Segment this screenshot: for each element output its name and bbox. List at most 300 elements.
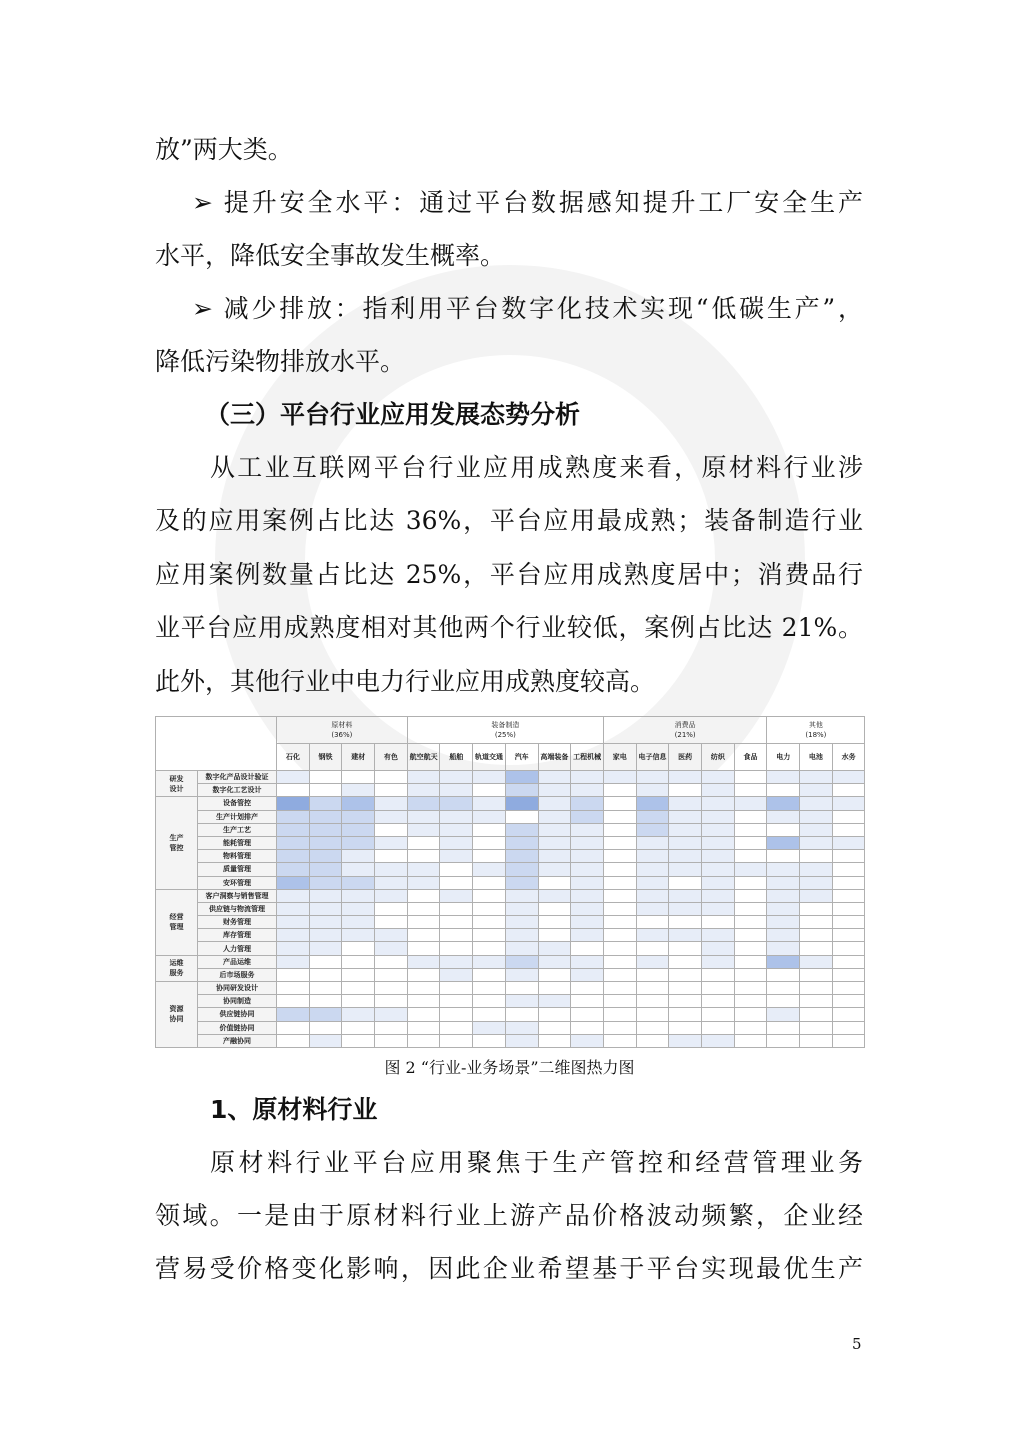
heat-cell	[571, 942, 604, 955]
heat-cell	[832, 836, 865, 849]
heat-cell	[375, 876, 408, 889]
column-header: 电池	[800, 744, 833, 771]
column-header: 船舶	[440, 744, 473, 771]
heat-cell	[603, 823, 636, 836]
heat-cell	[734, 1008, 767, 1021]
heat-cell	[669, 797, 702, 810]
heat-cell	[603, 968, 636, 981]
subsection-heading: 1、原材料行业	[210, 1095, 378, 1124]
heat-cell	[767, 863, 800, 876]
heat-cell	[277, 771, 310, 784]
heat-cell	[538, 797, 571, 810]
row-label: 库存管理	[198, 929, 277, 942]
table-row	[156, 1034, 865, 1047]
heat-cell	[767, 850, 800, 863]
heat-cell	[309, 968, 342, 981]
heat-cell	[636, 942, 669, 955]
heat-cell	[473, 968, 506, 981]
text-line: 领域。一是由于原材料行业上游产品价格波动频繁，企业经	[155, 1201, 863, 1230]
heat-cell	[636, 955, 669, 968]
heat-cell	[603, 1021, 636, 1034]
heat-cell	[702, 810, 735, 823]
row-label: 供应链与物流管理	[198, 902, 277, 915]
column-header: 家电	[603, 744, 636, 771]
row-label: 能耗管理	[198, 836, 277, 849]
heat-cell	[309, 836, 342, 849]
heat-cell	[473, 929, 506, 942]
heat-cell	[407, 968, 440, 981]
heat-cell	[407, 876, 440, 889]
heat-cell	[571, 929, 604, 942]
heat-cell	[734, 955, 767, 968]
heat-cell	[440, 823, 473, 836]
heat-cell	[342, 784, 375, 797]
heat-cell	[505, 863, 538, 876]
heat-cell	[375, 889, 408, 902]
heat-cell	[440, 850, 473, 863]
table-row	[156, 771, 865, 784]
table-row	[156, 1021, 865, 1034]
column-header: 钢铁	[309, 744, 342, 771]
text-line: 水平，降低安全事故发生概率。	[155, 241, 506, 270]
heat-cell	[800, 876, 833, 889]
group-header	[277, 717, 408, 744]
heat-cell	[734, 784, 767, 797]
heat-cell	[734, 1034, 767, 1047]
heat-cell	[832, 797, 865, 810]
heat-cell	[538, 850, 571, 863]
heat-cell	[571, 836, 604, 849]
row-label: 物料管理	[198, 850, 277, 863]
heat-cell	[767, 784, 800, 797]
heat-cell	[407, 982, 440, 995]
heat-cell	[505, 1008, 538, 1021]
heat-cell	[440, 889, 473, 902]
heat-cell	[669, 1008, 702, 1021]
heat-cell	[734, 968, 767, 981]
heat-cell	[375, 784, 408, 797]
heat-cell	[375, 771, 408, 784]
heat-cell	[538, 955, 571, 968]
table-row	[156, 836, 865, 849]
heat-cell	[277, 1008, 310, 1021]
heat-cell	[407, 916, 440, 929]
heat-cell	[734, 889, 767, 902]
heat-cell	[375, 955, 408, 968]
heat-cell	[538, 784, 571, 797]
heat-cell	[603, 982, 636, 995]
table-row	[156, 1008, 865, 1021]
heat-cell	[309, 955, 342, 968]
heat-cell	[342, 1034, 375, 1047]
row-group-label: 运维 服务	[156, 955, 198, 981]
heat-cell	[800, 902, 833, 915]
heat-cell	[473, 1034, 506, 1047]
heat-cell	[603, 863, 636, 876]
heat-cell	[571, 1021, 604, 1034]
heat-cell	[505, 955, 538, 968]
heat-cell	[571, 1034, 604, 1047]
heat-cell	[832, 889, 865, 902]
heat-cell	[636, 982, 669, 995]
table-row	[156, 902, 865, 915]
heat-cell	[538, 929, 571, 942]
heat-cell	[603, 784, 636, 797]
heat-cell	[669, 836, 702, 849]
heat-cell	[375, 863, 408, 876]
heat-cell	[309, 784, 342, 797]
heat-cell	[734, 797, 767, 810]
heat-cell	[636, 995, 669, 1008]
heat-cell	[538, 942, 571, 955]
heat-cell	[636, 836, 669, 849]
heat-cell	[832, 823, 865, 836]
group-percent: (36%)	[331, 731, 353, 739]
heat-cell	[505, 942, 538, 955]
heat-cell	[309, 1034, 342, 1047]
heat-cell	[342, 876, 375, 889]
column-header: 食品	[734, 744, 767, 771]
heat-cell	[309, 942, 342, 955]
heat-cell	[309, 823, 342, 836]
heat-cell	[571, 876, 604, 889]
heat-cell	[636, 876, 669, 889]
heat-cell	[309, 863, 342, 876]
heat-cell	[309, 771, 342, 784]
heat-cell	[277, 929, 310, 942]
column-header: 纺织	[702, 744, 735, 771]
heat-cell	[309, 995, 342, 1008]
table-row	[156, 942, 865, 955]
heat-cell	[505, 968, 538, 981]
heat-cell	[375, 1034, 408, 1047]
heat-cell	[767, 810, 800, 823]
heat-cell	[407, 784, 440, 797]
heat-cell	[309, 850, 342, 863]
column-header: 水务	[832, 744, 865, 771]
heat-cell	[767, 1034, 800, 1047]
heat-cell	[538, 902, 571, 915]
heat-cell	[342, 889, 375, 902]
page-number: 5	[852, 1335, 862, 1353]
heat-cell	[832, 810, 865, 823]
heat-cell	[407, 929, 440, 942]
heat-cell	[277, 982, 310, 995]
heat-cell	[342, 942, 375, 955]
heat-cell	[473, 863, 506, 876]
heat-cell	[375, 1008, 408, 1021]
heat-cell	[702, 784, 735, 797]
heat-cell	[636, 784, 669, 797]
table-row	[156, 889, 865, 902]
table-row	[156, 955, 865, 968]
heat-cell	[440, 1008, 473, 1021]
group-percent: (21%)	[674, 731, 696, 739]
heat-cell	[538, 982, 571, 995]
heat-cell	[832, 850, 865, 863]
heat-cell	[734, 850, 767, 863]
heat-cell	[767, 982, 800, 995]
heat-cell	[277, 850, 310, 863]
heat-cell	[375, 810, 408, 823]
heat-cell	[375, 968, 408, 981]
heat-cell	[767, 876, 800, 889]
heat-cell	[440, 968, 473, 981]
heat-cell	[342, 968, 375, 981]
heat-cell	[473, 889, 506, 902]
heat-cell	[309, 889, 342, 902]
heat-cell	[702, 823, 735, 836]
heat-cell	[734, 982, 767, 995]
row-label: 质量管理	[198, 863, 277, 876]
heat-cell	[800, 995, 833, 1008]
heat-cell	[832, 1008, 865, 1021]
heat-cell	[440, 982, 473, 995]
heat-cell	[702, 929, 735, 942]
heat-cell	[800, 863, 833, 876]
heat-cell	[571, 955, 604, 968]
heat-cell	[636, 929, 669, 942]
row-label: 设备管控	[198, 797, 277, 810]
heat-cell	[309, 1008, 342, 1021]
table-row	[156, 850, 865, 863]
heat-cell	[800, 968, 833, 981]
row-label: 客户洞察与销售管理	[198, 889, 277, 902]
heat-cell	[342, 1021, 375, 1034]
heat-cell	[342, 955, 375, 968]
text-line: 营易受价格变化影响，因此企业希望基于平台实现最优生产	[155, 1254, 863, 1283]
heat-cell	[767, 823, 800, 836]
column-header: 医药	[669, 744, 702, 771]
heat-cell	[473, 836, 506, 849]
heat-cell	[440, 1034, 473, 1047]
heat-cell	[832, 771, 865, 784]
heat-cell	[309, 797, 342, 810]
heat-cell	[473, 797, 506, 810]
heat-cell	[767, 1021, 800, 1034]
heat-cell	[375, 982, 408, 995]
heat-cell	[538, 968, 571, 981]
heat-cell	[636, 810, 669, 823]
heat-cell	[669, 850, 702, 863]
column-header: 高端装备	[538, 744, 571, 771]
heat-cell	[505, 771, 538, 784]
table-row	[156, 995, 865, 1008]
heat-cell	[440, 797, 473, 810]
heat-cell	[473, 916, 506, 929]
heat-cell	[571, 968, 604, 981]
heat-cell	[800, 1008, 833, 1021]
heat-cell	[407, 771, 440, 784]
heat-cell	[603, 850, 636, 863]
heat-cell	[669, 955, 702, 968]
heat-cell	[767, 929, 800, 942]
heat-cell	[636, 850, 669, 863]
heat-cell	[800, 982, 833, 995]
heat-cell	[309, 929, 342, 942]
bullet-item: ➢ 减少排放：指利用平台数字化技术实现“低碳生产”，	[192, 294, 863, 323]
heat-cell	[440, 784, 473, 797]
heat-cell	[603, 797, 636, 810]
heat-cell	[636, 889, 669, 902]
heat-cell	[603, 771, 636, 784]
heat-cell	[669, 823, 702, 836]
heat-cell	[571, 982, 604, 995]
heat-cell	[473, 995, 506, 1008]
text-line: 降低污染物排放水平。	[155, 347, 406, 376]
heat-cell	[702, 876, 735, 889]
corner-cell	[156, 717, 277, 771]
heat-cell	[702, 955, 735, 968]
heat-cell	[342, 836, 375, 849]
row-label: 生产计划排产	[198, 810, 277, 823]
heat-cell	[505, 1021, 538, 1034]
heat-cell	[734, 902, 767, 915]
heat-cell	[505, 889, 538, 902]
heat-cell	[702, 982, 735, 995]
heat-cell	[571, 863, 604, 876]
table-row	[156, 876, 865, 889]
heat-cell	[505, 902, 538, 915]
group-name: 原材料	[331, 721, 353, 729]
heat-cell	[277, 797, 310, 810]
heat-cell	[636, 902, 669, 915]
row-label: 数字化产品设计验证	[198, 771, 277, 784]
heat-cell	[375, 929, 408, 942]
heat-cell	[603, 1008, 636, 1021]
heat-cell	[636, 863, 669, 876]
heat-cell	[603, 929, 636, 942]
heat-cell	[277, 823, 310, 836]
heat-cell	[571, 784, 604, 797]
text-line: 业平台应用成熟度相对其他两个行业较低，案例占比达 21%。	[155, 613, 863, 642]
heat-cell	[505, 929, 538, 942]
heat-cell	[734, 810, 767, 823]
heat-cell	[702, 863, 735, 876]
heat-cell	[538, 1008, 571, 1021]
heat-cell	[407, 902, 440, 915]
heat-cell	[571, 771, 604, 784]
heat-cell	[702, 902, 735, 915]
row-label: 产品运维	[198, 955, 277, 968]
heat-cell	[571, 902, 604, 915]
heat-cell	[309, 876, 342, 889]
heat-cell	[375, 850, 408, 863]
heat-cell	[505, 876, 538, 889]
heat-cell	[603, 889, 636, 902]
heat-cell	[440, 942, 473, 955]
heat-cell	[538, 995, 571, 1008]
heat-cell	[832, 863, 865, 876]
heat-cell	[505, 784, 538, 797]
heat-cell	[603, 902, 636, 915]
heat-cell	[407, 955, 440, 968]
heat-cell	[407, 995, 440, 1008]
heat-cell	[603, 916, 636, 929]
heat-cell	[832, 968, 865, 981]
heat-cell	[636, 771, 669, 784]
heat-cell	[603, 810, 636, 823]
heat-cell	[702, 797, 735, 810]
row-label: 生产工艺	[198, 823, 277, 836]
heat-cell	[277, 876, 310, 889]
heat-cell	[636, 916, 669, 929]
heat-cell	[505, 797, 538, 810]
heat-cell	[342, 823, 375, 836]
heat-cell	[800, 1034, 833, 1047]
heat-cell	[342, 797, 375, 810]
heat-cell	[800, 797, 833, 810]
heat-cell	[309, 810, 342, 823]
heat-cell	[473, 823, 506, 836]
heat-cell	[375, 902, 408, 915]
heat-cell	[309, 916, 342, 929]
heat-cell	[309, 1021, 342, 1034]
heat-cell	[407, 1034, 440, 1047]
heat-cell	[734, 836, 767, 849]
heat-cell	[440, 810, 473, 823]
heat-cell	[375, 797, 408, 810]
heat-cell	[571, 1008, 604, 1021]
heat-cell	[800, 823, 833, 836]
heat-cell	[669, 863, 702, 876]
heat-cell	[440, 771, 473, 784]
text-line: 放”两大类。	[155, 135, 293, 164]
heat-cell	[440, 836, 473, 849]
heat-cell	[636, 823, 669, 836]
heat-cell	[440, 863, 473, 876]
heat-cell	[440, 1021, 473, 1034]
heat-cell	[702, 771, 735, 784]
group-header	[767, 717, 865, 744]
row-label: 协同制造	[198, 995, 277, 1008]
heat-cell	[309, 902, 342, 915]
heat-cell	[342, 863, 375, 876]
heat-cell	[767, 1008, 800, 1021]
row-group-label: 生产 管控	[156, 797, 198, 889]
row-label: 产融协同	[198, 1034, 277, 1047]
heat-cell	[603, 1034, 636, 1047]
heat-cell	[734, 942, 767, 955]
column-header: 有色	[375, 744, 408, 771]
heat-cell	[375, 942, 408, 955]
heat-cell	[375, 823, 408, 836]
heat-cell	[473, 876, 506, 889]
heat-cell	[407, 863, 440, 876]
heat-cell	[407, 797, 440, 810]
heat-cell	[734, 929, 767, 942]
row-group-label: 研发 设计	[156, 771, 198, 797]
heat-cell	[407, 810, 440, 823]
heat-cell	[309, 982, 342, 995]
heat-cell	[603, 836, 636, 849]
heat-cell	[538, 771, 571, 784]
heat-cell	[342, 902, 375, 915]
row-label: 供应链协同	[198, 1008, 277, 1021]
row-group-label: 资源 协同	[156, 982, 198, 1048]
heat-cell	[702, 968, 735, 981]
heat-cell	[669, 889, 702, 902]
heat-cell	[702, 995, 735, 1008]
column-header: 轨道交通	[473, 744, 506, 771]
heat-cell	[832, 876, 865, 889]
heat-cell	[505, 810, 538, 823]
heat-cell	[669, 784, 702, 797]
heat-cell	[375, 916, 408, 929]
row-label: 财务管理	[198, 916, 277, 929]
heat-cell	[407, 942, 440, 955]
heat-cell	[538, 810, 571, 823]
